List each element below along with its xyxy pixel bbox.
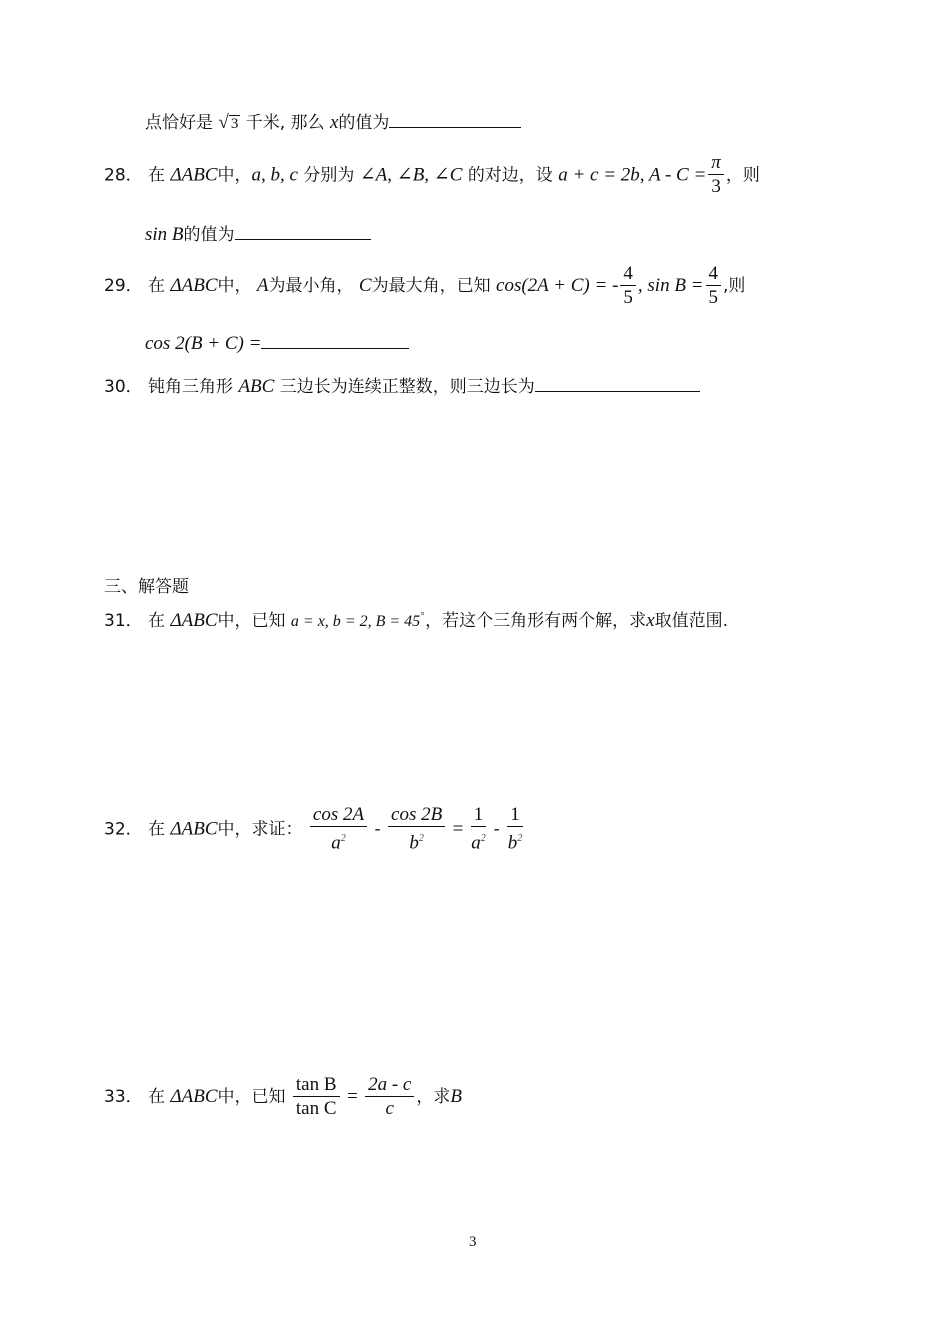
question-28-line2: sin B的值为 <box>145 220 371 246</box>
question-28: 28． 在 ΔABC中，a, b, c 分别为 ∠A, ∠B, ∠C 的对边，设 a + c = 2b, A - C = $\frac{\pi}{3}$ ，则 <box>104 152 760 197</box>
question-29-line2: cos 2(B + C) = <box>145 332 409 355</box>
question-31: 31． 在 ΔABC中，已知 a = x, b = 2, B = 45°，若这个三角形有两个解，求x取值范围. <box>104 610 729 631</box>
sqrt-symbol: √ 3 <box>218 112 239 133</box>
question-33: 33． 在 ΔABC中，已知 $\frac{\text{tan B}}{\text{tan C}}$ = $\frac{2a - c}{c}$ ，求B <box>104 1073 462 1119</box>
fraction-cos2b: $\frac{\cos 2B}{b^2}$ <box>388 804 445 855</box>
answer-blank <box>261 332 409 349</box>
question-32: 32． 在 ΔABC中，求证： $\frac{\cos 2A}{a^2}$ - $\frac{\cos 2B}{b^2}$ = $\frac{1}{a^2}$ - $\frac{1}{b^2}$ <box>104 804 523 854</box>
pi-over-3: $\frac{\pi}{3}$ <box>708 152 724 199</box>
fraction-2a-c: $\frac{2a - c}{c}$ <box>365 1074 414 1121</box>
question-30: 30． 钝角三角形 ABC 三边长为连续正整数，则三边长为 <box>104 372 700 398</box>
fraction-1-b2: $\frac{1}{b^2}$ <box>507 804 523 854</box>
fraction-4-5: $\frac{4}{5}$ <box>620 263 636 310</box>
fraction-cos2a: $\frac{\cos 2A}{a^2}$ <box>310 804 367 855</box>
answer-blank <box>389 111 521 128</box>
page-number: 3 <box>469 1234 477 1250</box>
continuation-line: 点恰好是 √ 3 千米, 那么 x的值为 <box>145 108 521 134</box>
answer-blank <box>235 223 371 240</box>
fraction-1-a2: $\frac{1}{a^2}$ <box>471 804 486 854</box>
question-29: 29． 在 ΔABC中， A为最小角， C为最大角，已知 cos(2A + C) = - $\frac{4}{5}$ , sin B = $\frac{4}{5}$ ,则 <box>104 262 746 308</box>
answer-blank <box>535 375 700 392</box>
fraction-4-5b: $\frac{4}{5}$ <box>706 263 722 310</box>
section-heading: 三、解答题 <box>104 577 189 597</box>
fraction-tanb-tanc: $\frac{\text{tan B}}{\text{tan C}}$ <box>293 1074 340 1121</box>
